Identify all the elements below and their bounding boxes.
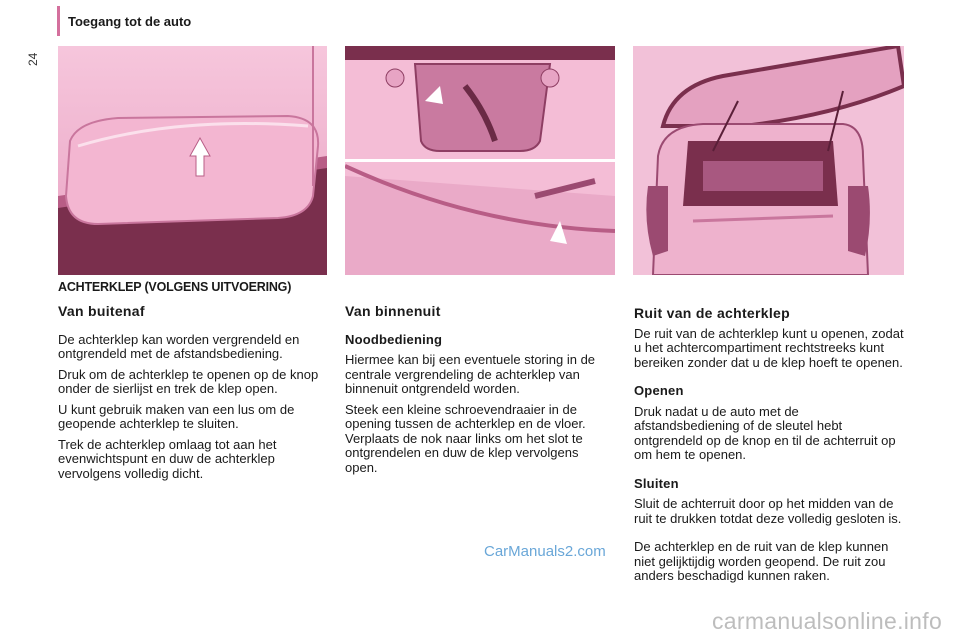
paragraph: Trek de achterklep omlaag tot aan het evenwichtspunt en duw de achterklep vervolgens volledig dicht. xyxy=(58,436,277,481)
heading-from-outside: Van buitenaf xyxy=(58,303,145,319)
column-from-inside xyxy=(345,304,613,481)
header-accent-bar xyxy=(57,6,60,36)
subheading-emergency: Noodbediening xyxy=(345,331,443,347)
paragraph: Sluit de achterruit door op het midden van de ruit te drukken totdat deze volledig gesloten is. xyxy=(634,496,902,526)
watermark-carmanualsonline: carmanualsonline.info xyxy=(712,608,943,634)
illustration-rear-window xyxy=(633,46,904,275)
column-rear-window xyxy=(634,306,904,590)
paragraph: Hiermee kan bij een eventuele storing in de centrale vergrendeling de achterklep van binnenuit ontgrendeld worden. xyxy=(345,352,596,396)
column-from-outside xyxy=(58,304,320,487)
paragraph: Druk nadat u de auto met de afstandsbediening of de sleutel hebt ontgrendeld op de knop en til de achterruit op om hem te openen. xyxy=(634,403,896,462)
subheading-close: Sluiten xyxy=(634,475,679,491)
heading-rear-window: Ruit van de achterklep xyxy=(634,305,790,321)
paragraph: De achterklep kan worden vergrendeld en ontgrendeld met de afstandsbediening. xyxy=(58,331,300,361)
subheading-open: Openen xyxy=(634,383,684,398)
page-header-title: Toegang tot de auto xyxy=(68,14,192,29)
illustration-tailgate-exterior xyxy=(58,46,327,275)
section-title: ACHTERKLEP (VOLGENS UITVOERING) xyxy=(58,280,292,294)
paragraph: De ruit van de achterklep kunt u openen, zodat u het achtercompartiment rechtstreeks kunt bereiken zonder dat u de klep hoeft te openen. xyxy=(634,325,904,370)
heading-from-inside: Van binnenuit xyxy=(345,303,441,319)
page-number: 24 xyxy=(26,52,40,66)
paragraph: Steek een kleine schroevendraaier in de opening tussen de achterklep en de vloer. Verplaats de nok naar links om het slot te ontgrendelen en duw de klep vervolgens open. xyxy=(345,401,586,475)
watermark-carmanuals2: CarManuals2.com xyxy=(484,543,606,560)
illustration-tailgate-interior xyxy=(345,46,615,275)
paragraph: Druk om de achterklep te openen op de knop onder de sierlijst en trek de klep open. xyxy=(58,366,319,396)
note-paragraph: De achterklep en de ruit van de klep kunnen niet gelijktijdig worden geopend. De ruit zou anders beschadigd kunnen raken. xyxy=(634,539,889,583)
paragraph: U kunt gebruik maken van een lus om de geopende achterklep te sluiten. xyxy=(58,401,295,431)
